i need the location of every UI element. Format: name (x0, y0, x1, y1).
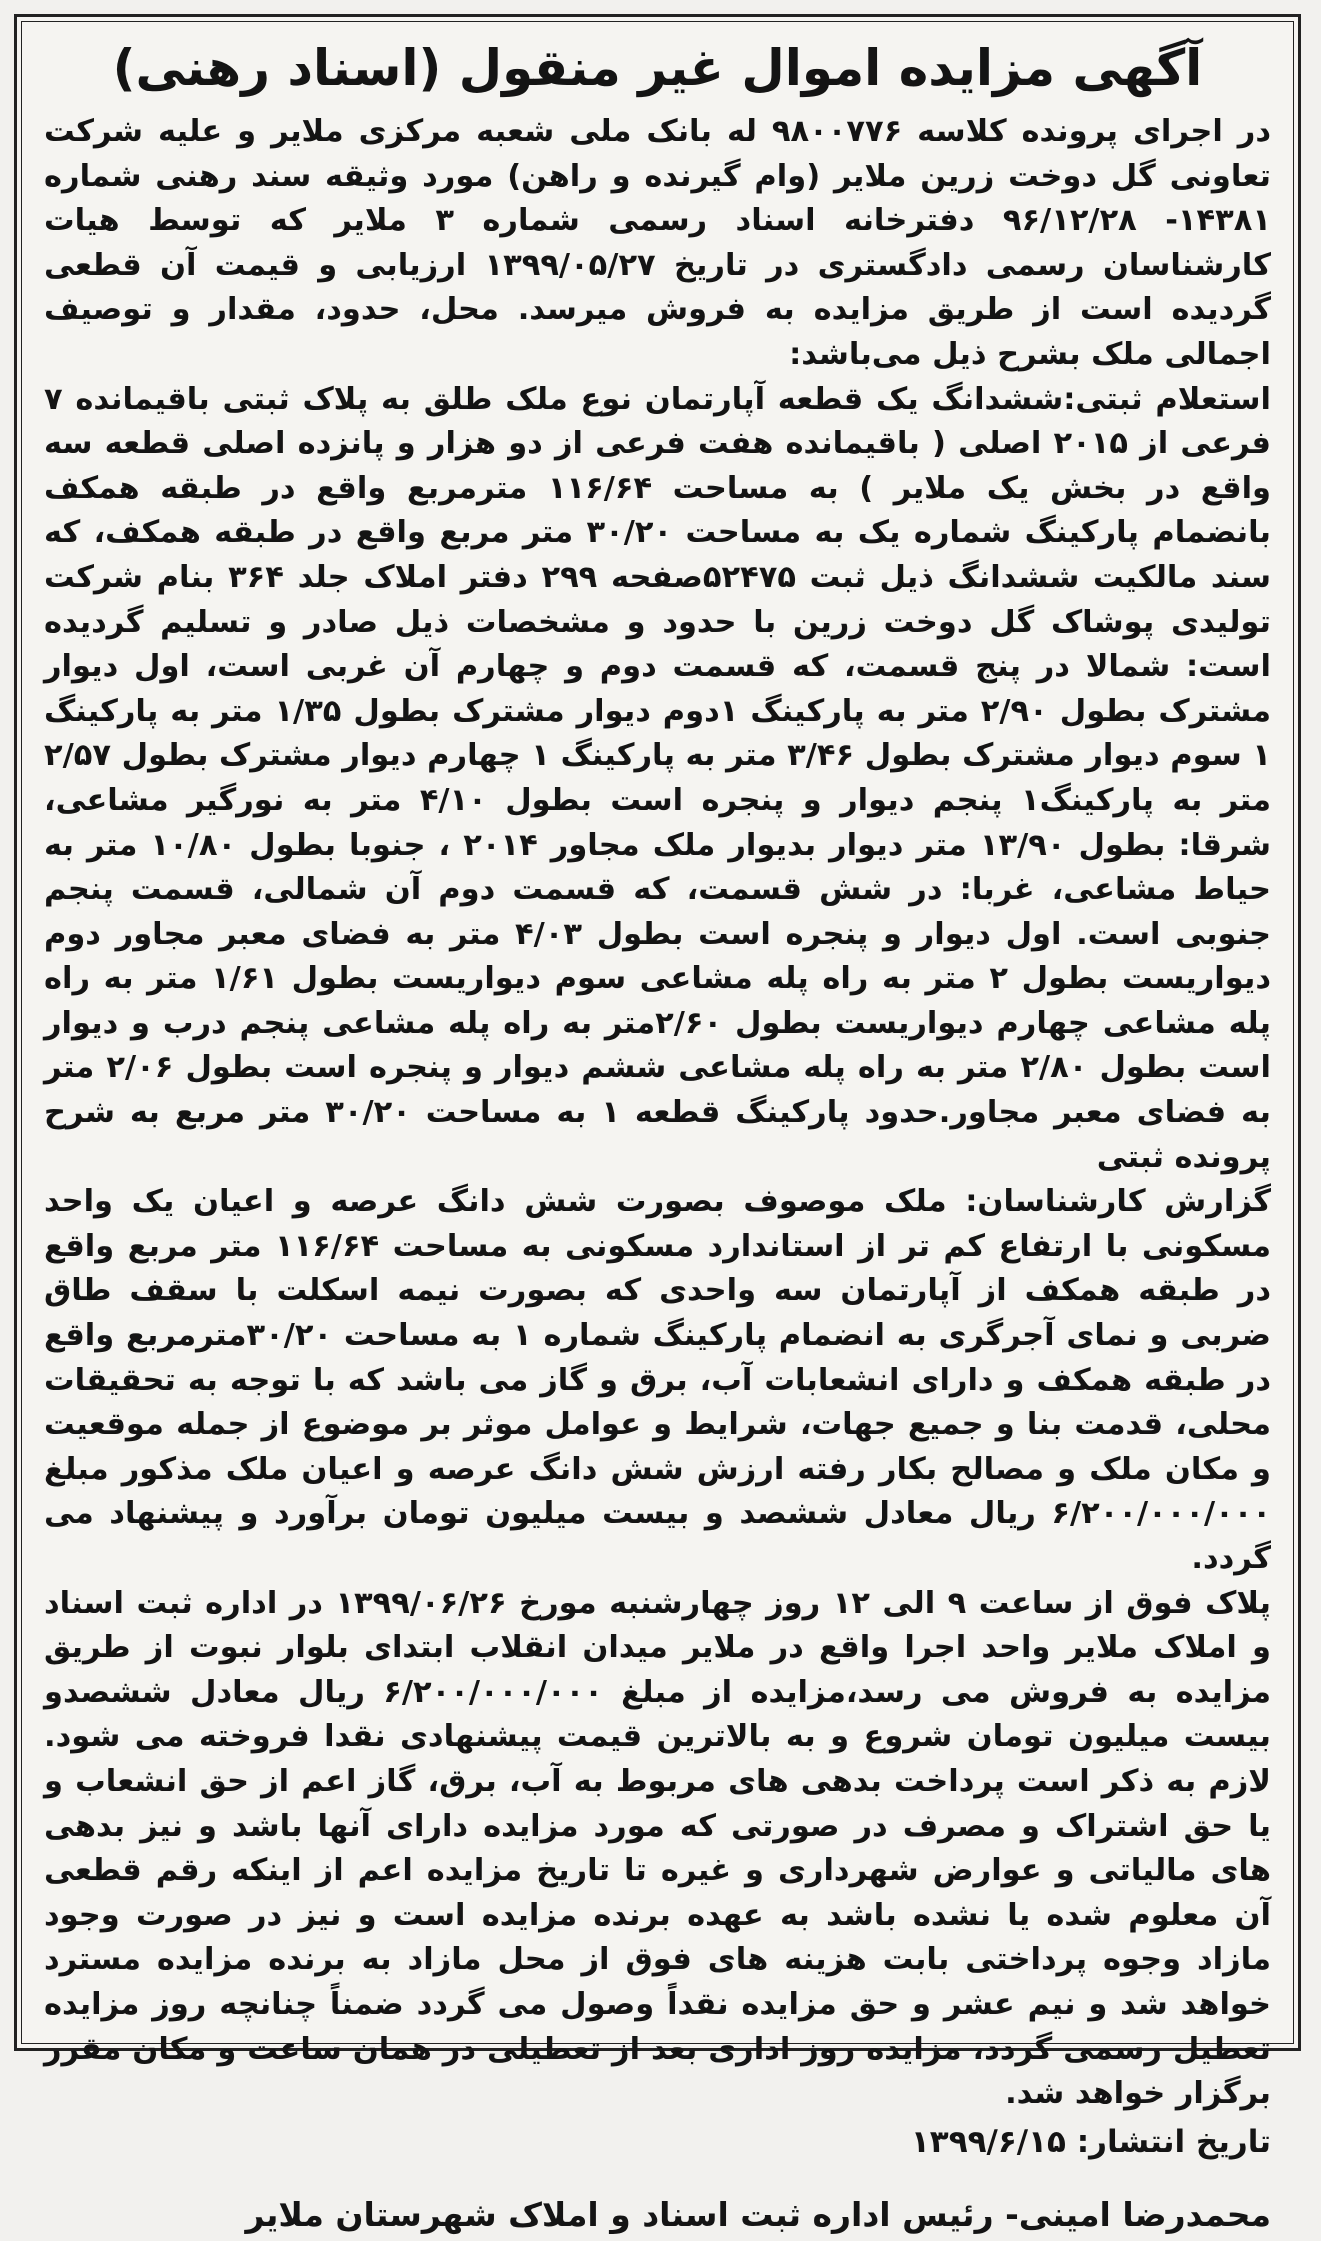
expert-report-paragraph: گزارش کارشناسان: ملک موصوف بصورت شش دانگ عرصه و اعیان یک واحد مسکونی با ارتفاع کم تر از استاندارد مسکونی به مساحت ۱۱۶/۶۴ متر مربع واقع در طبقه همکف از آپارتمان سه واحدی که بصورت نیمه اسکلت با سقف طاق ضربی و نمای آجرگری به انضمام پارکینگ شماره ۱ به مساحت ۳۰/۲۰مترمربع واقع در طبقه همکف و دارای انشعابات آب، برق و گاز می باشد که با توجه به تحقیقات محلی، قدمت بنا و جمیع جهات، شرایط و عوامل موثر بر موضوع از جمله موقعیت و مکان ملک و مصالح بکار رفته ارزش شش دانگ عرصه و اعیان ملک مذکور مبلغ ۶/۲۰۰/۰۰۰/۰۰۰ ریال معادل ششصد و بیست میلیون تومان برآورد و پیشنهاد می گردد. (44, 1184, 1271, 1576)
registry-inquiry-paragraph: استعلام ثبتی:ششدانگ یک قطعه آپارتمان نوع ملک طلق به پلاک ثبتی باقیمانده ۷ فرعی از ۲۰۱۵ اصلی ( باقیمانده هفت فرعی از دو هزار و پانزده اصلی قطعه سه واقع در بخش یک ملایر ) به مساحت ۱۱۶/۶۴ مترمربع واقع در طبقه همکف بانضمام پارکینگ شماره یک به مساحت ۳۰/۲۰ متر مربع واقع در طبقه همکف، که سند مالکیت ششدانگ ذیل ثبت ۵۲۴۷۵صفحه ۲۹۹ دفتر املاک جلد ۳۶۴ بنام شرکت تولیدی پوشاک گل دوخت زرین با حدود و مشخصات ذیل صادر و تسلیم گردیده است: شمالا در پنج قسمت، که قسمت دوم و چهارم آن غربی است، اول دیوار مشترک بطول ۲/۹۰ متر به پارکینگ ۱دوم دیوار مشترک بطول ۱/۳۵ متر به پارکینگ ۱ سوم دیوار مشترک بطول ۳/۴۶ متر به پارکینگ ۱ چهارم دیوار مشترک بطول ۲/۵۷ متر به پارکینگ۱ پنجم دیوار و پنجره است بطول ۴/۱۰ متر به نورگیر مشاعی، شرقا: بطول ۱۳/۹۰ متر دیوار بدیوار ملک مجاور ۲۰۱۴ ، جنوبا بطول ۱۰/۸۰ متر به حیاط مشاعی، غربا: در شش قسمت، که قسمت دوم آن شمالی، قسمت پنجم جنوبی است. اول دیوار و پنجره است بطول ۴/۰۳ متر به فضای معبر مجاور دوم دیواریست بطول ۲ متر به راه پله مشاعی سوم دیواریست بطول ۱/۶۱ متر به راه پله مشاعی چهارم دیواریست بطول ۲/۶۰متر به راه پله مشاعی پنجم درب و دیوار است بطول ۲/۸۰ متر به راه پله مشاعی ششم دیوار و پنجره است بطول ۲/۰۶ متر به فضای معبر مجاور.حدود پارکینگ قطعه ۱ به مساحت ۳۰/۲۰ متر مربع به شرح پرونده ثبتی (44, 381, 1272, 1175)
publication-date: تاریخ انتشار: ۱۳۹۹/۶/۱۵ (910, 2123, 1271, 2160)
signature-line: محمدرضا امینی- رئیس اداره ثبت اسناد و املاک شهرستان ملایر (245, 2194, 1271, 2234)
intro-paragraph: در اجرای پرونده کلاسه ۹۸۰۰۷۷۶ له بانک ملی شعبه مرکزی ملایر و علیه شرکت تعاونی گل دوخت زرین ملایر (وام گیرنده و راهن) مورد وثیقه سند رهنی شماره ۱۴۳۸۱- ۹۶/۱۲/۲۸ دفترخانه اسناد رسمی شماره ۳ ملایر که توسط هیات کارشناسان رسمی دادگستری در تاریخ ۱۳۹۹/۰۵/۲۷ ارزیابی و قیمت آن قطعی گردیده است از طریق مزایده به فروش میرسد. محل، حدود، مقدار و توصیف اجمالی ملک بشرح ذیل می‌باشد: (44, 114, 1272, 372)
auction-notice (14, 14, 1301, 2234)
auction-terms-paragraph: پلاک فوق از ساعت ۹ الی ۱۲ روز چهارشنبه مورخ ۱۳۹۹/۰۶/۲۶ در اداره ثبت اسناد و املاک ملایر واحد اجرا واقع در ملایر میدان انقلاب ابتدای بلوار نبوت از طریق مزایده به فروش می رسد،مزایده از مبلغ ۶/۲۰۰/۰۰۰/۰۰۰ ریال معادل ششصدو بیست میلیون تومان شروع و به بالاترین قیمت پیشنهادی نقدا فروخته می شود. لازم به ذکر است پرداخت بدهی های مربوط به آب، برق، گاز اعم از حق انشعاب و یا حق اشتراک و مصرف در صورتی که مورد مزایده دارای آنها باشد و نیز بدهی های مالیاتی و عوارض شهرداری و غیره تا تاریخ مزایده اعم از اینکه رقم قطعی آن معلوم شده یا نشده باشد به عهده برنده مزایده است و نیز در صورت وجود مازاد وجوه پرداختی بابت هزینه های فوق از محل مازاد به برنده مزایده مسترد خواهد شد و نیم عشر و حق مزایده نقداً وصول می گردد ضمناً چنانچه روز مزایده تعطیل رسمی گردد، مزایده روز اداری بعد از تعطیلی در همان ساعت و مکان مقرر برگزار خواهد شد. (44, 1585, 1271, 2112)
notice-inner-frame (21, 21, 1294, 2234)
notice-title: آگهی مزایده اموال غیر منقول (اسناد رهنی) (112, 39, 1203, 97)
